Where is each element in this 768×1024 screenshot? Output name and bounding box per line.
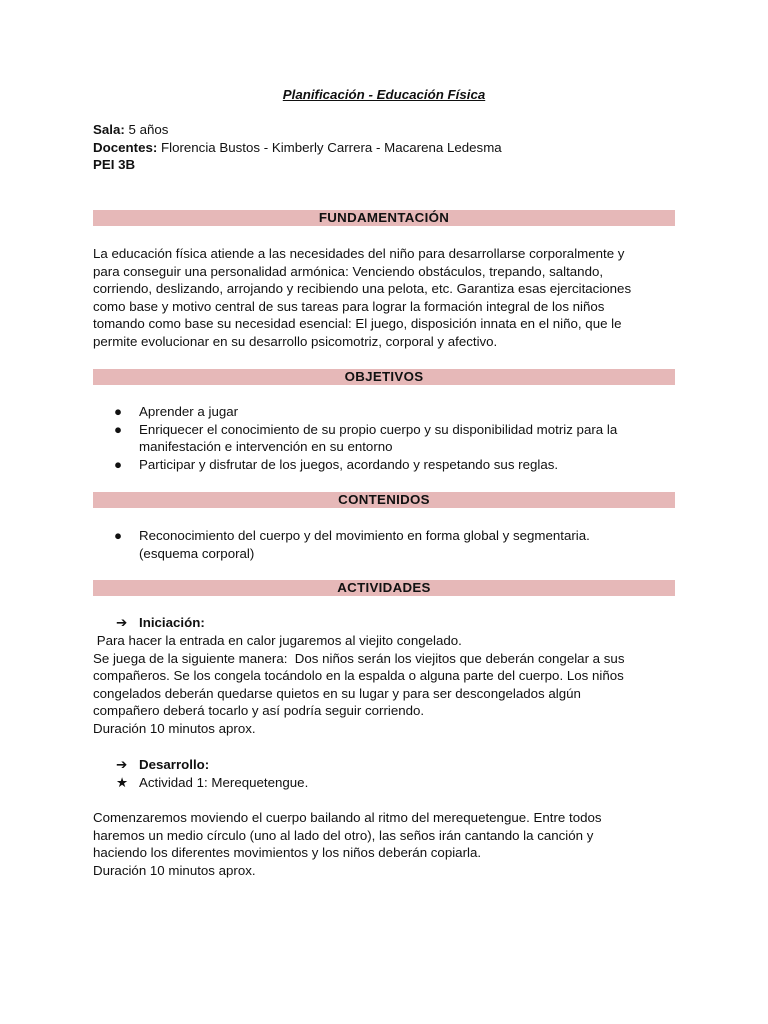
- list-item: [114, 527, 674, 562]
- document-title: Planificación - Educación Física: [282, 87, 486, 102]
- paragraph-line: Duración 10 minutos aprox.: [93, 720, 256, 736]
- list-item-text: Reconocimiento del cuerpo y del movimiento en forma global y segmentaria.: [139, 528, 590, 543]
- list-item-text: Enriquecer el conocimiento de su propio cuerpo y su disponibilidad motriz para la: [139, 421, 618, 437]
- sala-value: 5 años: [124, 122, 169, 137]
- paragraph-line: compañeros. Se los congela tocándolo en la espalda o alguna parte del cuerpo. Los niños: [93, 668, 624, 683]
- paragraph-line: haciendo los diferentes movimientos y los niños deberán copiarla.: [93, 845, 482, 860]
- paragraph-line: Para hacer la entrada en calor jugaremos al viejito congelado.: [93, 633, 462, 648]
- desarrollo-label: Desarrollo:: [139, 757, 210, 772]
- fundamentacion-text: [93, 245, 675, 350]
- list-item-text: (esquema corporal): [139, 545, 255, 561]
- sala-line: [93, 121, 502, 139]
- paragraph-line: compañero deberá tocarlo y así podría seguir corriendo.: [93, 703, 425, 718]
- iniciacion-heading: [116, 614, 205, 632]
- meta-block: [93, 121, 502, 174]
- fundamentacion-heading: FUNDAMENTACIÓN: [93, 210, 675, 226]
- paragraph-line: Comenzaremos moviendo el cuerpo bailando al ritmo del merequetengue. Entre todos: [93, 810, 602, 825]
- arrow-right-icon: ➔: [116, 615, 128, 630]
- iniciacion-label: Iniciación:: [139, 615, 205, 630]
- desarrollo-text: [93, 809, 675, 879]
- docentes-value: Florencia Bustos - Kimberly Carrera - Macarena Ledesma: [157, 139, 502, 155]
- bullet-icon: ●: [114, 528, 123, 543]
- bullet-icon: ●: [114, 421, 123, 437]
- paragraph-line: corriendo, deslizando, arrojando y recibiendo una pelota, etc. Garantiza esas ejercitaciones: [93, 281, 632, 296]
- paragraph-line: Se juega de la siguiente manera: Dos niños serán los viejitos que deberán congelar a sus: [93, 650, 625, 666]
- paragraph-line: Duración 10 minutos aprox.: [93, 862, 256, 878]
- list-item: [114, 403, 674, 421]
- paragraph-line: congelados deberán quedarse quietos en su lugar y para ser descongelados algún: [93, 685, 581, 701]
- list-item-text: Participar y disfrutar de los juegos, acordando y respetando sus reglas.: [139, 456, 559, 472]
- desarrollo-heading: [116, 756, 209, 774]
- list-item: [114, 421, 674, 456]
- contenidos-list: [114, 527, 674, 562]
- paragraph-line: como base y motivo central de sus tareas para lograr la formación integral de los niños: [93, 298, 605, 314]
- star-icon: ★: [116, 775, 128, 790]
- paragraph-line: La educación física atiende a las necesidades del niño para desarrollarse corporalmente y: [93, 246, 625, 261]
- sala-label: Sala:: [93, 122, 125, 137]
- arrow-right-icon: ➔: [116, 757, 128, 772]
- list-item-text: Aprender a jugar: [139, 404, 239, 419]
- bullet-icon: ●: [114, 456, 123, 472]
- iniciacion-text: [93, 632, 675, 737]
- objetivos-heading: OBJETIVOS: [93, 369, 675, 385]
- docentes-label: Docentes:: [93, 139, 158, 155]
- actividades-heading: ACTIVIDADES: [93, 580, 675, 596]
- actividad-1-label: Actividad 1: Merequetengue.: [139, 775, 309, 790]
- pei-line: [93, 156, 502, 174]
- list-item: [114, 456, 674, 474]
- contenidos-heading: CONTENIDOS: [93, 492, 675, 508]
- bullet-icon: ●: [114, 404, 123, 419]
- pei-value: PEI 3B: [93, 157, 136, 172]
- objetivos-list: [114, 403, 674, 473]
- paragraph-line: para conseguir una personalidad armónica: Venciendo obstáculos, trepando, saltando,: [93, 263, 604, 279]
- paragraph-line: tomando como base su necesidad esencial: El juego, disposición innata en el niño, que le: [93, 316, 622, 331]
- docentes-line: [93, 139, 502, 157]
- list-item-text: manifestación e intervención en su entorno: [139, 439, 393, 454]
- actividad-1-line: [116, 774, 308, 792]
- paragraph-line: haremos un medio círculo (uno al lado del otro), las seños irán cantando la canción y: [93, 827, 594, 843]
- paragraph-line: permite evolucionar en su desarrollo psicomotriz, corporal y afectivo.: [93, 333, 498, 349]
